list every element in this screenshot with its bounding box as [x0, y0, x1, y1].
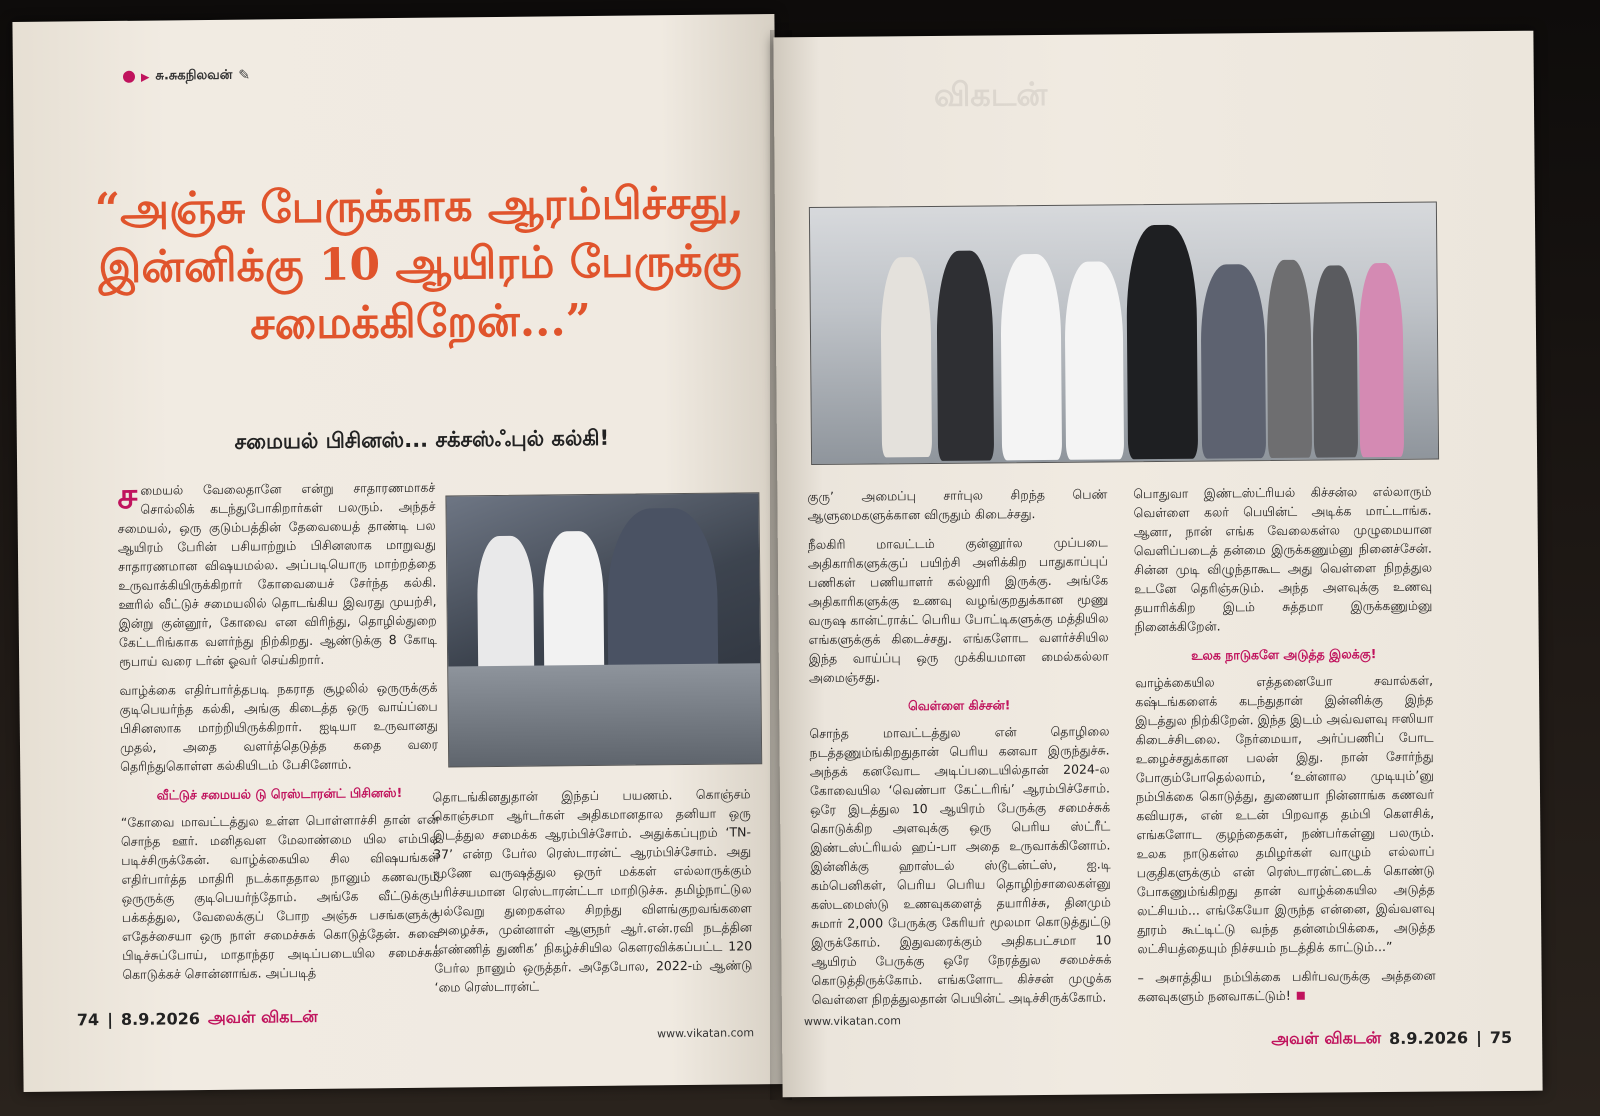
team-photo: [809, 202, 1439, 465]
bullet-icon: [123, 71, 135, 83]
right-page: [773, 31, 1542, 1098]
paragraph: நீலகிரி மாவட்டம் குன்னூர்ல முப்படை அதிகாரிகளுக்குப் பயிற்சி அளிக்கிற பாதுகாப்புப் பணிகள் பணியாளர் கல்லூரி இருக்கு. அங்கே அதிகாரிகளுக்கு உணவு வழங்குறதுக்கான மூணு வருஷ கான்ட்ராக்ட் பெரிய போட்டிகளுக்கு மத்தியில எங்களுக்குக் கிடைச்சது. எங்களோட வளர்ச்சியில இந்த வாய்ப்பு ஒரு முக்கியமான மைல்கல்லா அமைஞ்சது.: [807, 534, 1109, 686]
person-figure: [1358, 263, 1404, 457]
footer-divider: |: [1475, 1028, 1482, 1048]
byline: [123, 68, 250, 85]
person-figure: [1200, 264, 1266, 459]
issue-date: 8.9.2026: [120, 1009, 201, 1029]
portrait-photo: [445, 492, 762, 767]
person-figure: [880, 257, 932, 457]
right-column-2: [1133, 482, 1436, 1017]
end-mark-icon: [1297, 992, 1305, 1000]
page-number: 74: [76, 1010, 100, 1030]
magazine-name: அவள் விகடன்: [1271, 1028, 1382, 1049]
paragraph: வாழ்க்கையில எத்தனையோ சவால்கள், கஷ்டங்களைக் கடந்துதான் இன்னிக்கு இந்த இடத்துல நிற்கிறேன். இந்த இடம் அவ்வளவு ஈஸியா கிடைச்சிடலை. நேர்மையா, அர்ப்பணிப் போட உழைச்சதுக்கான பலன் இது. நான் சோர்ந்து போகும்போதெல்லாம், ‘உன்னால முடியும்’னு நம்பிக்கை கொடுத்து, துணையா நின்னாங்க கணவர் கவியரசு, என் உடன் பிறவாத தம்பி கௌசிக், எங்களோட குழந்தைகள், நண்பர்கள்னு பலரும். உலக நாடுகள்ல தமிழர்கள் வாழும் எல்லாப் பகுதிகளுக்கும் என் ரெஸ்டாரன்ட்டைக் கொண்டு போகணும்ங்கிறது தான் வாழ்க்கையில அடுத்த லட்சியம்... எங்கேயோ இருந்த என்னை, இவ்வளவு தூரம் கூட்டிட்டு வந்த தன்னம்பிக்கை, அடுத்த லட்சியத்தையும் நிச்சயம் நடத்திக் காட்டும்...”: [1134, 672, 1436, 957]
show-through-text: விகடன்: [933, 74, 1048, 114]
person-figure: [1000, 254, 1062, 461]
paragraph: “கோவை மாவட்டத்துல உள்ள பொள்ளாச்சி தான் என் சொந்த ஊர். மனிதவள மேலாண்மை யில எம்பிஏ படிச்சிருக்கேன். வாழ்க்கையில சில விஷயங்கள் எதிர்பார்த்த மாதிரி நடக்காததால நானும் கணவரும் ஒருருக்கு குடிபெயர்ந்தோம். அங்கே வீட்டுக்குப் பக்கத்துல, வேலைக்குப் போற அஞ்சு பசங்களுக்கு எதேச்சையா ஒரு நாள் சமைச்சுக் கொடுத்தேன். சுவை பிடிச்சுப்போய், மாதாந்தர அடிப்படையில சமைச்சுக் கொடுக்கச் சொன்னாங்க. அப்படித்: [120, 811, 441, 982]
intro-column: [117, 475, 441, 994]
section-heading: வெள்ளை கிச்சன்!: [907, 697, 1011, 714]
paragraph: பொதுவா இண்டஸ்ட்ரியல் கிச்சன்ல எல்லாரும் வெள்ளை கலர் பெயின்ட் அடிக்க மாட்டாங்க. ஆனா, நான் எங்க வேலைகள்ல முழுமையான வெளிப்படைத் தன்மை இருக்கணும்னு நினைச்சேன். சின்ன முடி விழுந்தாகூட அது வெள்ளை நிறத்துல உடனே தெரிஞ்சுடும். அந்த அளவுக்கு உணவு தயாரிக்கிற இடம் சுத்தமா இருக்கணும்னு நினைக்கிறேன்.: [1133, 483, 1433, 635]
magazine-name: அவள் விகடன்: [207, 1006, 318, 1028]
chef-figure: [477, 536, 535, 687]
section-heading: வீட்டுச் சமையல் டு ரெஸ்டாரன்ட் பிசினஸ்!: [156, 784, 403, 803]
issue-date: 8.9.2026: [1389, 1028, 1469, 1049]
person-figure: [1312, 265, 1358, 457]
paragraph: சொந்த மாவட்டத்துல என் தொழிலை நடத்தணும்ங்கிறதுதான் பெரிய கனவா இருந்துச்சு. அந்தக் கனவோட அடிப்படையில்தான் 2024-ல கோவையில ‘வெண்பா கேட்டரிங்’ ஆரம்பிச்சோம். ஒரே இடத்துல 10 ஆயிரம் பேருக்கு சமைச்சுக் கொடுக்கிற அளவுக்கு ஒரு பெரிய ஸ்ட்ரீட் இண்டஸ்ட்ரியல் ஹப்-பா அதை உருவாக்கினோம். இன்னிக்கு ஹாஸ்டல் ஸ்டூடன்ட்ஸ், ஐ.டி கம்பெனிகள், பெரிய பெரிய தொழிற்சாலைகள்னு கஸ்டமைஸ்டு உணவுகளைத் தயாரிச்சு, தினமும் சுமார் 2,000 பேருக்கு கேரியர் மூலமா கொடுத்துட்டு இருக்கோம். இதுவரைக்கும் அதிகபட்சமா 10 ஆயிரம் பேருக்கு ஒரே நேரத்துல சமைச்சுக் கொடுத்திருக்கோம். எங்களோட கிச்சன் முழுக்க வெள்ளை நிறத்துலதான் பெயின்ட் அடிச்சிருக்கோம்.: [809, 723, 1112, 1008]
person-figure: [936, 250, 994, 460]
closing-text: – அசாத்திய நம்பிக்கை பகிர்பவருக்கு அத்தனை கனவுகளும் நனவாகட்டும்!: [1137, 967, 1436, 1005]
subheadline: சமையல் பிசினஸ்... சக்சஸ்ஃபுல் கல்கி!: [234, 425, 610, 454]
footer-divider: |: [107, 1010, 114, 1030]
intro-text: மையல் வேலைதானே என்று சாதாரணமாகச் சொல்லிக் கடந்துபோகிறார்கள் பலரும். அந்தச் சமையல், ஒரு குடும்பத்தின் தேவையைத் தாண்டி பல ஆயிரம் பேரின் பசியாற்றும் பிசினஸாக மாறுவது சாதாரணமான விஷயமல்ல. அப்படியொரு மாற்றத்தை உருவாக்கியிருக்கிறார் கோவையைச் சேர்ந்த கல்கி. ஊரில் வீட்டுச் சமையலில் தொடங்கிய இவரது முயற்சி, இன்று குன்னூர், கோவை என விரிந்து, தொழில்துறை கேட்டரிங்காக வளர்ந்து நிற்கிறது. ஆண்டுக்கு 8 கோடி ரூபாய் வரை டர்ன் ஓவர் செய்கிறார்.: [117, 479, 437, 669]
pen-icon: ✎: [238, 67, 251, 84]
page-number: 75: [1489, 1027, 1513, 1048]
section-heading: உலக நாடுகளே அடுத்த இலக்கு!: [1191, 646, 1377, 663]
person-figure: [1266, 260, 1312, 458]
website-url: www.vikatan.com: [656, 1026, 755, 1041]
person-figure: [1126, 225, 1198, 460]
closing-line: [1138, 966, 1436, 1007]
paragraph: தொடங்கினதுதான் இந்தப் பயணம். கொஞ்சம் கொஞ்சமா ஆர்டர்கள் அதிகமானதால தனியா ஒரு இடத்துல சமைக்க ஆரம்பிச்சோம். அதுக்கப்புறம் ‘TN-37’ என்ற பேர்ல ரெஸ்டாரன்ட் ஆரம்பிச்சோம். அது மூணே வருஷத்துல ஒருர் மக்கள் எல்லாருக்கும் பரிச்சயமான ரெஸ்டாரன்ட்டா மாறிடுச்சு. தமிழ்நாட்டுல பல்வேறு துறைகள்ல சிறந்து விளங்குறவங்களை அழைச்சு, முன்னாள் ஆளுநர் ஆர்.என்.ரவி நடத்தின ‘எண்ணித் துணிக’ நிகழ்ச்சியில கௌரவிக்கப்பட்ட 120 பேர்ல நானும் ஒருத்தர். அதேபோல, 2022-ம் ஆண்டு ‘மை ரெஸ்டாரன்ட்: [432, 786, 753, 995]
right-column-1: [807, 484, 1112, 1019]
page-footer: [77, 1007, 318, 1031]
dropcap: ச: [117, 475, 138, 517]
page-footer: [1271, 1027, 1512, 1050]
arrow-icon: ▶: [140, 70, 150, 84]
headline: “அஞ்சு பேருக்காக ஆரம்பிச்சது, இன்னிக்கு 10 ஆயிரம் பேருக்கு சமைக்கிறேன்...”: [94, 177, 745, 350]
second-column: [432, 784, 752, 1006]
intro-paragraph: [117, 475, 437, 671]
paragraph: குரு’ அமைப்பு சார்புல சிறந்த பெண் ஆளுமைகளுக்கான விருதும் கிடைச்சது.: [807, 486, 1108, 524]
person-figure: [1064, 261, 1124, 459]
author-name: சு.சுகநிலவன்: [155, 67, 233, 84]
website-url: www.vikatan.com: [803, 1014, 902, 1029]
serving-table: [448, 663, 762, 767]
paragraph: வாழ்க்கை எதிர்பார்த்தபடி நகராத சூழலில் ஒருருக்குக் குடிபெயர்ந்த கல்கி, அங்கு கிடைத்த ஒரு வாய்ப்பை பிசினஸாக மாற்றியிருக்கிறார். ஐடியா உருவானது முதல், அதை வளர்த்தெடுத்த கதை வரை தெரிந்துகொள்ள கல்கியிடம் பேசினோம்.: [119, 679, 439, 774]
left-page: [12, 14, 785, 1092]
